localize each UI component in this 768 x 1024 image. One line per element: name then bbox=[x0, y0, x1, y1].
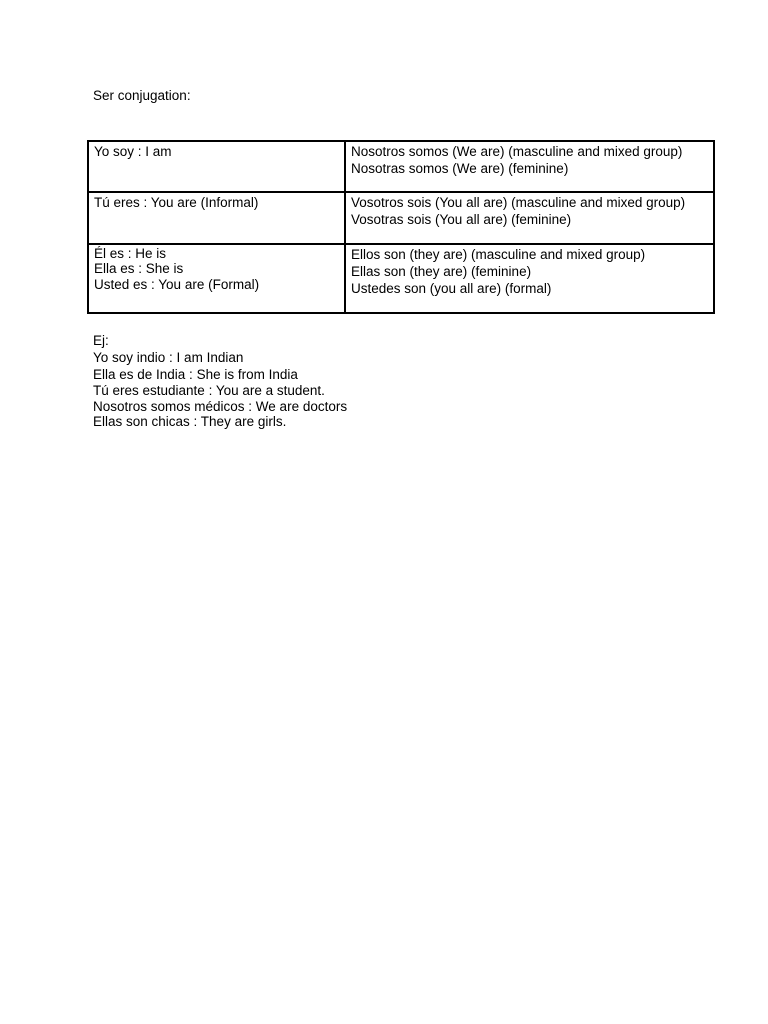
cell-line: Vosotros sois (You all are) (masculine and mixed group) bbox=[351, 195, 686, 210]
singular-cell bbox=[88, 244, 345, 313]
cell-line: Tú eres : You are (Informal) bbox=[94, 195, 259, 210]
examples-label: Ej: bbox=[93, 333, 109, 348]
cell-line: Vosotras sois (You all are) (feminine) bbox=[351, 212, 572, 227]
singular-cell bbox=[88, 141, 345, 192]
cell-line: Nosotros somos (We are) (masculine and mixed group) bbox=[351, 144, 683, 159]
example-line: Yo soy indio : I am Indian bbox=[93, 350, 244, 365]
cell-line: Ellas son (they are) (feminine) bbox=[351, 264, 532, 279]
cell-line: Ellos son (they are) (masculine and mixed group) bbox=[351, 247, 646, 262]
singular-cell bbox=[88, 192, 345, 244]
table-row bbox=[88, 244, 714, 313]
cell-line: Ella es : She is bbox=[94, 261, 184, 276]
plural-cell bbox=[345, 244, 714, 313]
example-line: Tú eres estudiante : You are a student. bbox=[93, 383, 325, 398]
cell-line: Nosotras somos (We are) (feminine) bbox=[351, 161, 569, 176]
example-line: Nosotros somos médicos : We are doctors bbox=[93, 399, 348, 414]
cell-line: Él es : He is bbox=[94, 246, 167, 261]
page-heading: Ser conjugation: bbox=[93, 88, 191, 103]
conjugation-table bbox=[87, 140, 715, 314]
table-row bbox=[88, 192, 714, 244]
plural-cell bbox=[345, 141, 714, 192]
cell-line: Ustedes son (you all are) (formal) bbox=[351, 281, 552, 296]
examples-section bbox=[93, 332, 347, 429]
example-line: Ella es de India : She is from India bbox=[93, 367, 298, 382]
cell-line: Usted es : You are (Formal) bbox=[94, 277, 260, 292]
cell-line: Yo soy : I am bbox=[94, 144, 172, 159]
plural-cell bbox=[345, 192, 714, 244]
table-row bbox=[88, 141, 714, 192]
example-line: Ellas son chicas : They are girls. bbox=[93, 414, 287, 429]
